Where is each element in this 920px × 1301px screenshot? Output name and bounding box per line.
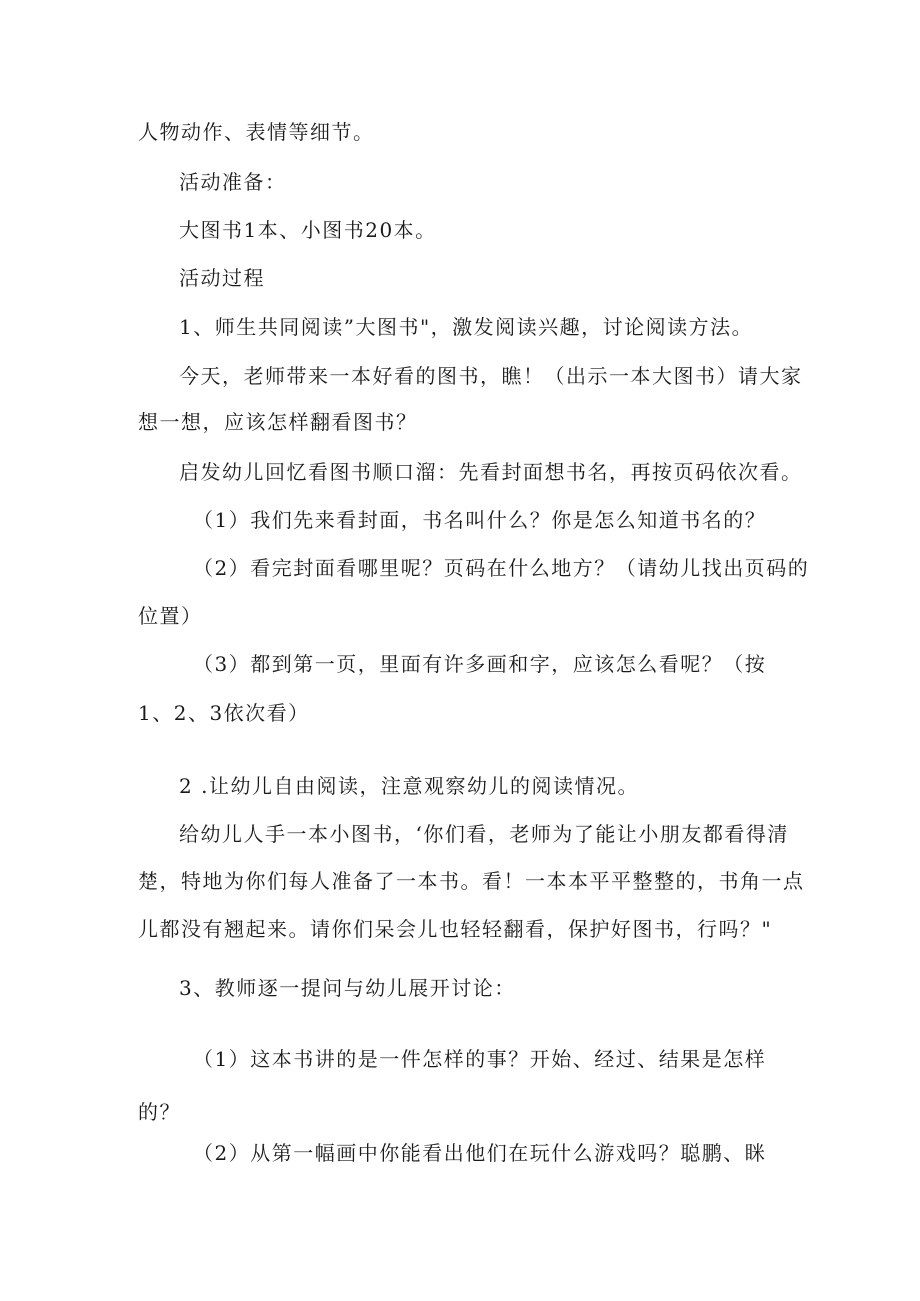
text-line-materials: 大图书1本、小图书20本。 [179,218,437,242]
paragraph-line: 位置） [138,604,203,628]
question-3-1: （1）这本书讲的是一件怎样的事？开始、经过、结果是怎样 [193,1047,767,1071]
question-1-2: （2）看完封面看哪里呢？页码在什么地方？（请幼儿找出页码的 [193,556,810,580]
heading-activity-process: 活动过程 [179,266,265,290]
paragraph-line: 今天，老师带来一本好看的图书，瞧！（出示一本大图书）请大家 [179,364,803,388]
paragraph-line: 给幼儿人手一本小图书，‘你们看，老师为了能让小朋友都看得清 [179,822,789,846]
text-line-intro-continuation: 人物动作、表情等细节。 [138,120,375,144]
step-3-title: 3、教师逐一提问与幼儿展开讨论： [179,976,516,1000]
step-2-title: 2 .让幼儿自由阅读，注意观察幼儿的阅读情况。 [179,774,639,798]
step-1-title: 1、师生共同阅读”大图书"，激发阅读兴趣，讨论阅读方法。 [179,315,754,339]
heading-activity-preparation: 活动准备： [179,170,287,194]
paragraph-line: 想一想，应该怎样翻看图书？ [138,410,418,434]
question-1-1: （1）我们先来看封面，书名叫什么？你是怎么知道书名的？ [193,508,767,532]
paragraph-line: 楚，特地为你们每人准备了一本书。看！一本本平平整整的，书角一点 [138,869,805,893]
paragraph-line: 的？ [138,1100,181,1124]
paragraph-line: 启发幼儿回忆看图书顺口溜：先看封面想书名，再按页码依次看。 [179,460,803,484]
question-1-3: （3）都到第一页，里面有许多画和字，应该怎么看呢？（按 [193,652,767,676]
paragraph-line: 儿都没有翘起来。请你们呆会儿也轻轻翻看，保护好图书，行吗？" [138,917,773,941]
paragraph-line: 1、2、3依次看） [138,701,310,725]
question-3-2: （2）从第一幅画中你能看出他们在玩什么游戏吗？聪鹏、眯 [193,1141,767,1165]
